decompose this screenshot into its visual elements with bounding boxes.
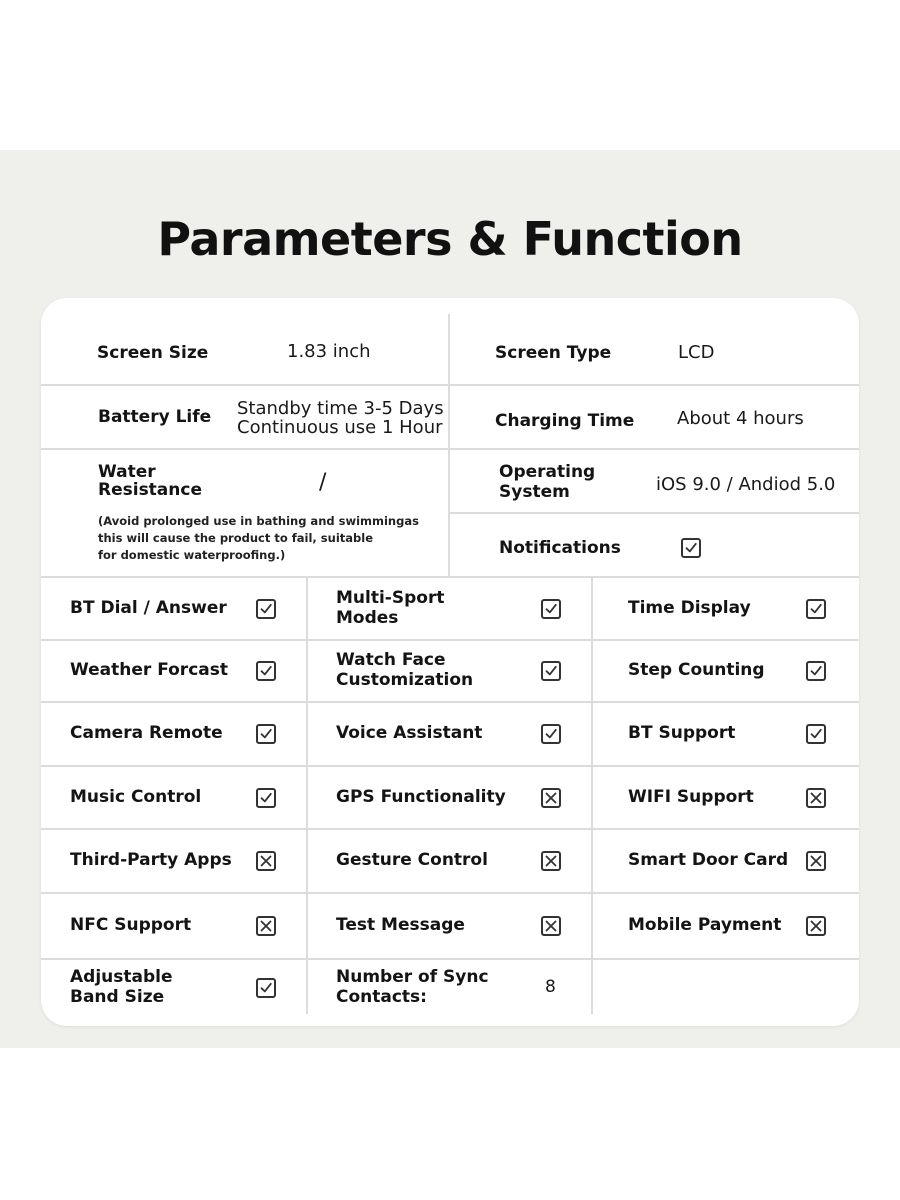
- feature-label-multi-sport-modes: Multi-Sport: [336, 587, 445, 608]
- feature-label-watch-face-customization-line2: Customization: [336, 670, 474, 690]
- notifications-check-icon: [681, 538, 701, 558]
- feature-label-test-message: Test Message: [336, 915, 465, 935]
- divider: [306, 578, 308, 1014]
- check-icon-bt-dial-answer: [256, 599, 276, 619]
- check-icon-camera-remote: [256, 724, 276, 744]
- cross-icon-third-party-apps: [256, 851, 276, 871]
- feature-label-weather-forcast: Weather Forcast: [70, 660, 228, 680]
- feature-label-step-counting: Step Counting: [628, 660, 765, 680]
- screen-type-label: Screen Type: [495, 343, 612, 363]
- feature-label-mobile-payment: Mobile Payment: [628, 915, 782, 935]
- battery-life-value-2: Continuous use 1 Hour: [237, 417, 443, 438]
- battery-life-value-1: Standby time 3-5 Days: [237, 398, 444, 419]
- feature-label-wifi-support: WIFI Support: [628, 786, 754, 807]
- feature-label-smart-door-card: Smart Door Card: [628, 850, 789, 870]
- screen-type-value: LCD: [678, 342, 715, 363]
- feature-label-bt-support: BT Support: [628, 723, 736, 743]
- cross-icon-mobile-payment: [806, 916, 826, 936]
- cross-icon-nfc-support: [256, 916, 276, 936]
- feature-value-number-of-sync-contacts: 8: [545, 977, 556, 997]
- feature-label-nfc-support: NFC Support: [70, 915, 192, 935]
- check-icon-step-counting: [806, 661, 826, 681]
- check-icon-bt-support: [806, 724, 826, 744]
- operating-system-value: iOS 9.0 / Andiod 5.0: [656, 474, 836, 495]
- feature-label-gps-functionality: GPS Functionality: [336, 786, 506, 807]
- water-resistance-note-2: this will cause the product to fail, suitable: [98, 531, 373, 545]
- divider: [41, 639, 859, 641]
- feature-label-time-display: Time Display: [628, 597, 751, 618]
- screen-size-label: Screen Size: [97, 343, 209, 363]
- cross-icon-gps-functionality: [541, 788, 561, 808]
- spec-card: [41, 298, 859, 1026]
- battery-life-label: Battery Life: [98, 407, 212, 427]
- divider: [591, 578, 593, 1014]
- divider: [41, 892, 859, 894]
- divider: [41, 828, 859, 830]
- feature-label-bt-dial-answer: BT Dial / Answer: [70, 597, 227, 618]
- operating-system-label-1: Operating: [499, 462, 596, 482]
- feature-label-camera-remote: Camera Remote: [70, 723, 223, 743]
- operating-system-label-2: System: [499, 482, 570, 502]
- cross-icon-gesture-control: [541, 851, 561, 871]
- check-icon-adjustable-band-size: [256, 978, 276, 998]
- check-icon-watch-face-customization: [541, 661, 561, 681]
- page-title: Parameters & Function: [157, 212, 743, 266]
- feature-label-gesture-control: Gesture Control: [336, 850, 488, 870]
- cross-icon-wifi-support: [806, 788, 826, 808]
- feature-label-third-party-apps: Third-Party Apps: [70, 850, 232, 870]
- feature-label-number-of-sync-contacts: Number of Sync: [336, 967, 489, 987]
- divider: [41, 958, 859, 960]
- divider: [450, 512, 859, 514]
- feature-label-adjustable-band-size-line2: Band Size: [70, 987, 165, 1007]
- charging-time-label: Charging Time: [495, 411, 635, 431]
- check-icon-voice-assistant: [541, 724, 561, 744]
- check-icon-time-display: [806, 599, 826, 619]
- divider: [41, 384, 859, 386]
- water-resistance-label-1: Water: [98, 462, 156, 482]
- divider: [41, 701, 859, 703]
- cross-icon-test-message: [541, 916, 561, 936]
- cross-icon-smart-door-card: [806, 851, 826, 871]
- divider: [41, 448, 859, 450]
- feature-label-multi-sport-modes-line2: Modes: [336, 607, 399, 628]
- divider: [41, 765, 859, 767]
- check-icon-weather-forcast: [256, 661, 276, 681]
- feature-label-number-of-sync-contacts-line2: Contacts:: [336, 987, 427, 1007]
- feature-label-voice-assistant: Voice Assistant: [336, 723, 483, 743]
- notifications-label: Notifications: [499, 538, 621, 558]
- check-icon-multi-sport-modes: [541, 599, 561, 619]
- water-resistance-note-3: for domestic waterproofing.): [98, 548, 286, 562]
- check-icon-music-control: [256, 788, 276, 808]
- charging-time-value: About 4 hours: [677, 408, 804, 429]
- water-resistance-note-1: (Avoid prolonged use in bathing and swimmingas: [98, 514, 419, 528]
- feature-label-music-control: Music Control: [70, 786, 202, 807]
- feature-label-watch-face-customization: Watch Face: [336, 650, 446, 670]
- divider: [448, 314, 450, 576]
- water-resistance-label-2: Resistance: [98, 480, 202, 500]
- divider: [41, 576, 859, 578]
- screen-size-value: 1.83 inch: [287, 341, 371, 362]
- feature-label-adjustable-band-size: Adjustable: [70, 967, 173, 987]
- water-resistance-value: /: [319, 470, 327, 495]
